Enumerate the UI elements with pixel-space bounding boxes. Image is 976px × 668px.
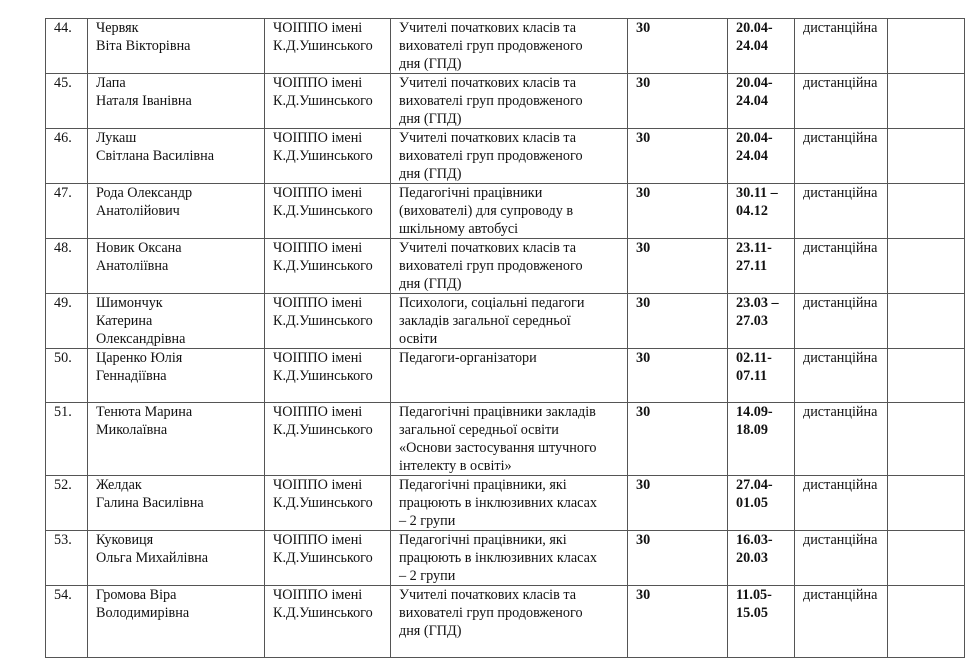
category-line: Учителі початкових класів та (399, 20, 577, 36)
hours-cell (628, 403, 728, 476)
row-number-cell (46, 349, 88, 403)
study-form-text: дистанційна (803, 477, 878, 493)
note-cell (888, 74, 965, 129)
hours-cell (628, 531, 728, 586)
dates-line: 16.03- (736, 532, 773, 548)
hours-text: 30 (636, 130, 651, 146)
category-cell (391, 184, 628, 239)
row-number-text: 45. (54, 75, 72, 91)
participant-name-line: Миколаївна (96, 422, 168, 438)
table-row (46, 19, 965, 74)
hours-text: 30 (636, 477, 651, 493)
participant-name-cell (88, 294, 265, 349)
study-form-cell (795, 349, 888, 403)
organization-cell (265, 184, 391, 239)
dates-line: 23.03 – (736, 295, 779, 311)
category-line: дня (ГПД) (399, 111, 462, 127)
study-form-text: дистанційна (803, 295, 878, 311)
participant-name-cell (88, 19, 265, 74)
hours-text: 30 (636, 404, 651, 420)
organization-line: К.Д.Ушинського (273, 605, 373, 621)
note-cell (888, 349, 965, 403)
participant-name-line: Анатолійович (96, 203, 180, 219)
row-number-text: 49. (54, 295, 72, 311)
dates-cell (728, 403, 795, 476)
category-line: Учителі початкових класів та (399, 75, 577, 91)
row-number-text: 52. (54, 477, 72, 493)
note-cell (888, 531, 965, 586)
organization-line: ЧОІППО імені (273, 295, 363, 311)
hours-text: 30 (636, 185, 651, 201)
category-line: вихователі груп продовженого (399, 605, 583, 621)
study-form-cell (795, 129, 888, 184)
category-line: вихователі груп продовженого (399, 258, 583, 274)
hours-cell (628, 129, 728, 184)
participant-name-cell (88, 349, 265, 403)
dates-line: 27.11 (736, 258, 768, 274)
study-form-text: дистанційна (803, 240, 878, 256)
organization-line: ЧОІППО імені (273, 532, 363, 548)
note-cell (888, 19, 965, 74)
participant-name-line: Геннадіївна (96, 368, 167, 384)
participant-name-cell (88, 586, 265, 658)
organization-line: К.Д.Ушинського (273, 368, 373, 384)
study-form-text: дистанційна (803, 404, 878, 420)
category-line: освіти (399, 331, 438, 347)
hours-cell (628, 184, 728, 239)
hours-cell (628, 239, 728, 294)
hours-cell (628, 586, 728, 658)
study-form-cell (795, 586, 888, 658)
participant-name-line: Желдак (96, 477, 142, 493)
category-cell (391, 349, 628, 403)
hours-cell (628, 294, 728, 349)
table-row (46, 184, 965, 239)
row-number-cell (46, 129, 88, 184)
category-line: Педагогічні працівники, які (399, 477, 567, 493)
table-row (46, 294, 965, 349)
organization-line: К.Д.Ушинського (273, 203, 373, 219)
row-number-text: 48. (54, 240, 72, 256)
row-number-cell (46, 19, 88, 74)
category-line: Психологи, соціальні педагоги (399, 295, 585, 311)
category-line: працюють в інклюзивних класах (399, 495, 598, 511)
note-cell (888, 294, 965, 349)
table-row (46, 129, 965, 184)
category-cell (391, 19, 628, 74)
organization-line: К.Д.Ушинського (273, 38, 373, 54)
participant-name-line: Новик Оксана (96, 240, 182, 256)
table-row (46, 239, 965, 294)
dates-line: 27.03 (736, 313, 768, 329)
category-line: Педагогічні працівники закладів (399, 404, 596, 420)
participant-name-line: Світлана Василівна (96, 148, 215, 164)
dates-line: 23.11- (736, 240, 772, 256)
organization-line: К.Д.Ушинського (273, 93, 373, 109)
study-form-cell (795, 476, 888, 531)
organization-cell (265, 74, 391, 129)
category-line: Педагогічні працівники (399, 185, 543, 201)
participant-name-line: Анатоліївна (96, 258, 169, 274)
participant-name-line: Наталя Іванівна (96, 93, 192, 109)
category-line: вихователі груп продовженого (399, 93, 583, 109)
participant-name-line: Червяк (96, 20, 139, 36)
dates-cell (728, 19, 795, 74)
category-cell (391, 531, 628, 586)
study-form-cell (795, 239, 888, 294)
category-line: Учителі початкових класів та (399, 587, 577, 603)
table-row (46, 586, 965, 658)
category-line: – 2 групи (399, 513, 456, 529)
row-number-text: 44. (54, 20, 72, 36)
category-line: (вихователі) для супроводу в (399, 203, 574, 219)
participant-name-cell (88, 74, 265, 129)
row-number-cell (46, 184, 88, 239)
study-form-cell (795, 294, 888, 349)
category-cell (391, 239, 628, 294)
dates-line: 20.04- (736, 20, 773, 36)
organization-line: ЧОІППО імені (273, 350, 363, 366)
row-number-text: 47. (54, 185, 72, 201)
organization-line: ЧОІППО імені (273, 75, 363, 91)
participant-name-line: Царенко Юлія (96, 350, 183, 366)
dates-cell (728, 129, 795, 184)
note-cell (888, 476, 965, 531)
organization-line: ЧОІППО імені (273, 20, 363, 36)
dates-line: 30.11 – (736, 185, 778, 201)
note-cell (888, 184, 965, 239)
dates-cell (728, 74, 795, 129)
dates-line: 18.09 (736, 422, 768, 438)
hours-text: 30 (636, 295, 651, 311)
organization-line: ЧОІППО імені (273, 587, 363, 603)
participant-name-cell (88, 239, 265, 294)
organization-cell (265, 239, 391, 294)
organization-cell (265, 476, 391, 531)
participant-name-cell (88, 129, 265, 184)
category-line: дня (ГПД) (399, 56, 462, 72)
organization-line: К.Д.Ушинського (273, 148, 373, 164)
row-number-cell (46, 531, 88, 586)
participant-name-line: Громова Віра (96, 587, 177, 603)
category-line: закладів загальної середньої (399, 313, 571, 329)
category-line: – 2 групи (399, 568, 456, 584)
dates-line: 24.04 (736, 93, 768, 109)
organization-line: ЧОІППО імені (273, 240, 363, 256)
dates-cell (728, 531, 795, 586)
study-form-text: дистанційна (803, 75, 878, 91)
participant-name-line: Володимирівна (96, 605, 190, 621)
row-number-cell (46, 586, 88, 658)
row-number-text: 54. (54, 587, 72, 603)
organization-line: ЧОІППО імені (273, 185, 363, 201)
hours-cell (628, 19, 728, 74)
organization-line: К.Д.Ушинського (273, 495, 373, 511)
study-form-text: дистанційна (803, 350, 878, 366)
organization-cell (265, 294, 391, 349)
study-form-cell (795, 531, 888, 586)
row-number-text: 50. (54, 350, 72, 366)
hours-cell (628, 349, 728, 403)
category-line: «Основи застосування штучного (399, 440, 597, 456)
category-cell (391, 403, 628, 476)
participant-name-line: Куковиця (96, 532, 154, 548)
organization-cell (265, 129, 391, 184)
study-form-cell (795, 74, 888, 129)
table-row (46, 403, 965, 476)
organization-line: ЧОІППО імені (273, 477, 363, 493)
dates-line: 14.09- (736, 404, 773, 420)
participant-name-cell (88, 403, 265, 476)
category-line: інтелекту в освіті» (399, 458, 512, 474)
row-number-text: 51. (54, 404, 72, 420)
table-body (46, 19, 965, 658)
hours-text: 30 (636, 240, 651, 256)
dates-line: 20.04- (736, 75, 773, 91)
table-row (46, 531, 965, 586)
dates-line: 24.04 (736, 148, 768, 164)
category-line: загальної середньої освіти (399, 422, 559, 438)
dates-line: 15.05 (736, 605, 768, 621)
participant-name-line: Шимончук (96, 295, 163, 311)
category-line: шкільному автобусі (399, 221, 519, 237)
training-schedule-table (45, 18, 965, 658)
dates-cell (728, 586, 795, 658)
dates-line: 01.05 (736, 495, 768, 511)
study-form-text: дистанційна (803, 130, 878, 146)
category-cell (391, 586, 628, 658)
participant-name-line: Ольга Михайлівна (96, 550, 209, 566)
study-form-text: дистанційна (803, 532, 878, 548)
participant-name-line: Тенюта Марина (96, 404, 193, 420)
organization-line: К.Д.Ушинського (273, 422, 373, 438)
dates-cell (728, 184, 795, 239)
category-line: працюють в інклюзивних класах (399, 550, 598, 566)
note-cell (888, 403, 965, 476)
dates-cell (728, 476, 795, 531)
dates-line: 27.04- (736, 477, 773, 493)
row-number-cell (46, 476, 88, 531)
study-form-text: дистанційна (803, 185, 878, 201)
category-line: Педагоги-організатори (399, 350, 537, 366)
dates-line: 07.11 (736, 368, 768, 384)
organization-line: ЧОІППО імені (273, 404, 363, 420)
hours-text: 30 (636, 75, 651, 91)
category-cell (391, 74, 628, 129)
category-line: дня (ГПД) (399, 166, 462, 182)
note-cell (888, 239, 965, 294)
table-row (46, 476, 965, 531)
participant-name-line: Лукаш (96, 130, 137, 146)
category-line: вихователі груп продовженого (399, 38, 583, 54)
note-cell (888, 129, 965, 184)
participant-name-line: Катерина (96, 313, 153, 329)
organization-line: К.Д.Ушинського (273, 258, 373, 274)
dates-line: 02.11- (736, 350, 772, 366)
hours-cell (628, 476, 728, 531)
organization-cell (265, 531, 391, 586)
hours-text: 30 (636, 20, 651, 36)
dates-line: 11.05- (736, 587, 772, 603)
category-line: Педагогічні працівники, які (399, 532, 567, 548)
organization-line: К.Д.Ушинського (273, 313, 373, 329)
dates-cell (728, 349, 795, 403)
organization-line: ЧОІППО імені (273, 130, 363, 146)
category-line: дня (ГПД) (399, 623, 462, 639)
hours-cell (628, 74, 728, 129)
participant-name-line: Віта Вікторівна (96, 38, 191, 54)
participant-name-cell (88, 476, 265, 531)
participant-name-line: Олександрівна (96, 331, 186, 347)
row-number-cell (46, 74, 88, 129)
dates-cell (728, 294, 795, 349)
study-form-cell (795, 184, 888, 239)
row-number-text: 46. (54, 130, 72, 146)
participant-name-line: Лапа (96, 75, 126, 91)
study-form-text: дистанційна (803, 587, 878, 603)
organization-cell (265, 586, 391, 658)
category-cell (391, 129, 628, 184)
organization-cell (265, 403, 391, 476)
hours-text: 30 (636, 350, 651, 366)
participant-name-cell (88, 531, 265, 586)
dates-line: 04.12 (736, 203, 768, 219)
dates-line: 20.04- (736, 130, 773, 146)
organization-line: К.Д.Ушинського (273, 550, 373, 566)
table-row (46, 349, 965, 403)
category-line: Учителі початкових класів та (399, 240, 577, 256)
study-form-cell (795, 403, 888, 476)
study-form-cell (795, 19, 888, 74)
dates-line: 20.03 (736, 550, 768, 566)
category-line: дня (ГПД) (399, 276, 462, 292)
category-line: Учителі початкових класів та (399, 130, 577, 146)
category-line: вихователі груп продовженого (399, 148, 583, 164)
hours-text: 30 (636, 587, 651, 603)
organization-cell (265, 19, 391, 74)
row-number-cell (46, 403, 88, 476)
note-cell (888, 586, 965, 658)
category-cell (391, 294, 628, 349)
participant-name-line: Рода Олександр (96, 185, 193, 201)
participant-name-line: Галина Василівна (96, 495, 204, 511)
row-number-cell (46, 294, 88, 349)
hours-text: 30 (636, 532, 651, 548)
row-number-text: 53. (54, 532, 72, 548)
dates-cell (728, 239, 795, 294)
table-row (46, 74, 965, 129)
category-cell (391, 476, 628, 531)
study-form-text: дистанційна (803, 20, 878, 36)
organization-cell (265, 349, 391, 403)
row-number-cell (46, 239, 88, 294)
dates-line: 24.04 (736, 38, 768, 54)
participant-name-cell (88, 184, 265, 239)
